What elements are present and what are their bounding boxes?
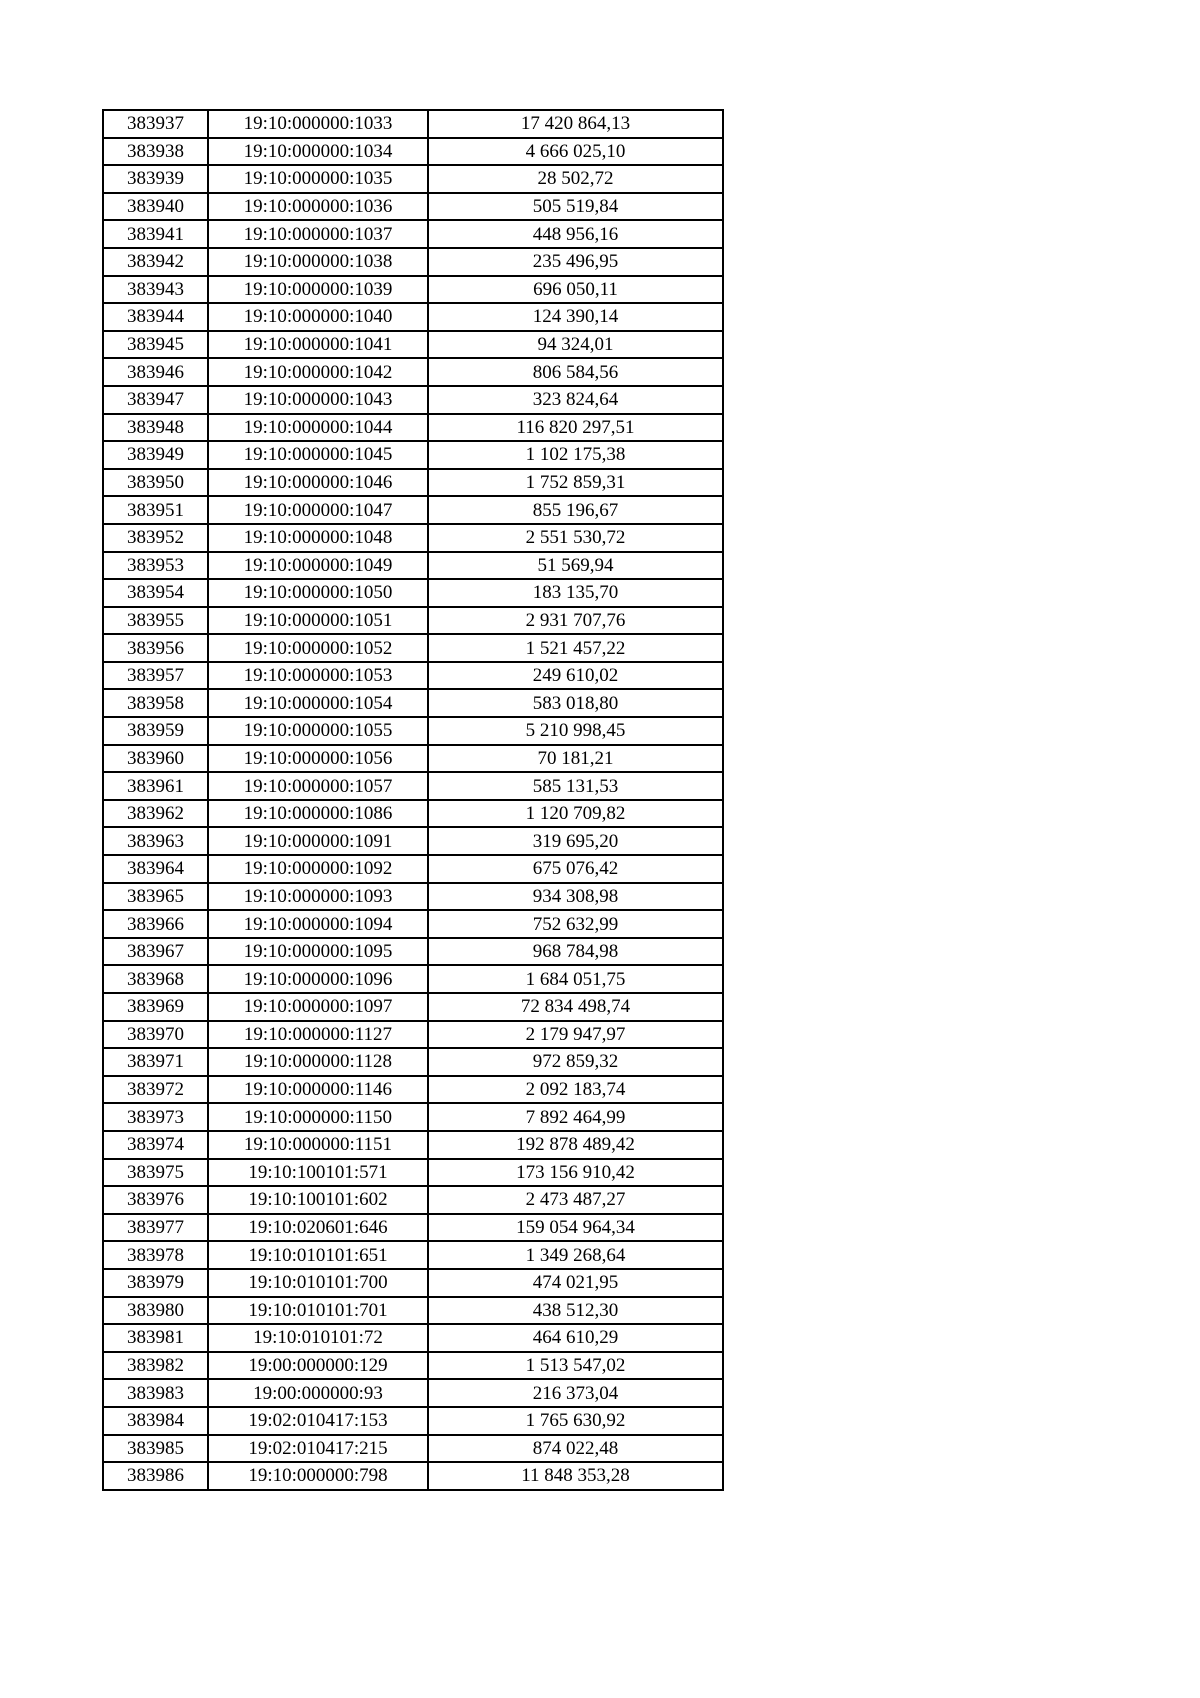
table-row xyxy=(103,276,723,304)
cadastral-number-cell: 19:10:000000:1127 xyxy=(208,1021,428,1049)
value-cell: 11 848 353,28 xyxy=(428,1462,723,1490)
row-number-cell: 383946 xyxy=(103,358,208,386)
table-row xyxy=(103,248,723,276)
row-number-cell: 383968 xyxy=(103,965,208,993)
cadastral-number-cell: 19:10:000000:1045 xyxy=(208,441,428,469)
cadastral-number-cell: 19:10:000000:1094 xyxy=(208,910,428,938)
cadastral-number-cell: 19:10:100101:602 xyxy=(208,1186,428,1214)
value-cell: 159 054 964,34 xyxy=(428,1214,723,1242)
cadastral-number-cell: 19:10:000000:1036 xyxy=(208,193,428,221)
cadastral-number-cell: 19:10:000000:1048 xyxy=(208,524,428,552)
row-number-cell: 383959 xyxy=(103,717,208,745)
cadastral-number-cell: 19:10:000000:1041 xyxy=(208,331,428,359)
row-number-cell: 383952 xyxy=(103,524,208,552)
cadastral-number-cell: 19:10:010101:651 xyxy=(208,1241,428,1269)
cadastral-number-cell: 19:02:010417:215 xyxy=(208,1435,428,1463)
row-number-cell: 383945 xyxy=(103,331,208,359)
cadastral-number-cell: 19:02:010417:153 xyxy=(208,1407,428,1435)
row-number-cell: 383937 xyxy=(103,110,208,138)
row-number-cell: 383962 xyxy=(103,800,208,828)
cadastral-number-cell: 19:10:000000:1151 xyxy=(208,1131,428,1159)
table-row xyxy=(103,193,723,221)
cadastral-number-cell: 19:10:000000:1038 xyxy=(208,248,428,276)
cadastral-number-cell: 19:10:000000:1093 xyxy=(208,883,428,911)
row-number-cell: 383963 xyxy=(103,827,208,855)
cadastral-number-cell: 19:10:000000:1040 xyxy=(208,303,428,331)
value-cell: 2 179 947,97 xyxy=(428,1021,723,1049)
table-row xyxy=(103,938,723,966)
value-cell: 235 496,95 xyxy=(428,248,723,276)
cadastral-number-cell: 19:10:000000:1091 xyxy=(208,827,428,855)
row-number-cell: 383938 xyxy=(103,138,208,166)
table-row xyxy=(103,386,723,414)
value-cell: 28 502,72 xyxy=(428,165,723,193)
value-cell: 216 373,04 xyxy=(428,1379,723,1407)
table-row xyxy=(103,220,723,248)
table-row xyxy=(103,1021,723,1049)
value-cell: 124 390,14 xyxy=(428,303,723,331)
table-row xyxy=(103,1241,723,1269)
cadastral-number-cell: 19:10:000000:1033 xyxy=(208,110,428,138)
row-number-cell: 383964 xyxy=(103,855,208,883)
value-cell: 1 349 268,64 xyxy=(428,1241,723,1269)
row-number-cell: 383939 xyxy=(103,165,208,193)
table-row xyxy=(103,579,723,607)
table-row xyxy=(103,110,723,138)
cadastral-number-cell: 19:10:000000:1034 xyxy=(208,138,428,166)
table-row xyxy=(103,883,723,911)
row-number-cell: 383967 xyxy=(103,938,208,966)
value-cell: 173 156 910,42 xyxy=(428,1159,723,1187)
table-row xyxy=(103,1103,723,1131)
value-cell: 968 784,98 xyxy=(428,938,723,966)
value-cell: 183 135,70 xyxy=(428,579,723,607)
cadastral-number-cell: 19:10:000000:1055 xyxy=(208,717,428,745)
cadastral-number-cell: 19:10:000000:1042 xyxy=(208,358,428,386)
value-cell: 5 210 998,45 xyxy=(428,717,723,745)
row-number-cell: 383972 xyxy=(103,1076,208,1104)
row-number-cell: 383961 xyxy=(103,772,208,800)
row-number-cell: 383984 xyxy=(103,1407,208,1435)
row-number-cell: 383966 xyxy=(103,910,208,938)
cadastral-number-cell: 19:00:000000:129 xyxy=(208,1352,428,1380)
cadastral-number-cell: 19:10:000000:1047 xyxy=(208,496,428,524)
value-cell: 855 196,67 xyxy=(428,496,723,524)
table-row xyxy=(103,303,723,331)
cadastral-number-cell: 19:10:000000:798 xyxy=(208,1462,428,1490)
cadastral-number-cell: 19:10:000000:1095 xyxy=(208,938,428,966)
table-row xyxy=(103,607,723,635)
row-number-cell: 383971 xyxy=(103,1048,208,1076)
table-row xyxy=(103,358,723,386)
row-number-cell: 383973 xyxy=(103,1103,208,1131)
row-number-cell: 383979 xyxy=(103,1269,208,1297)
cadastral-number-cell: 19:10:000000:1056 xyxy=(208,745,428,773)
row-number-cell: 383978 xyxy=(103,1241,208,1269)
value-cell: 752 632,99 xyxy=(428,910,723,938)
value-cell: 192 878 489,42 xyxy=(428,1131,723,1159)
row-number-cell: 383965 xyxy=(103,883,208,911)
cadastral-number-cell: 19:10:000000:1092 xyxy=(208,855,428,883)
table-row xyxy=(103,1269,723,1297)
row-number-cell: 383951 xyxy=(103,496,208,524)
table-row xyxy=(103,414,723,442)
cadastral-number-cell: 19:10:000000:1039 xyxy=(208,276,428,304)
row-number-cell: 383955 xyxy=(103,607,208,635)
row-number-cell: 383957 xyxy=(103,662,208,690)
table-row xyxy=(103,772,723,800)
row-number-cell: 383983 xyxy=(103,1379,208,1407)
cadastral-number-cell: 19:10:020601:646 xyxy=(208,1214,428,1242)
value-cell: 72 834 498,74 xyxy=(428,993,723,1021)
value-cell: 51 569,94 xyxy=(428,552,723,580)
row-number-cell: 383982 xyxy=(103,1352,208,1380)
cadastral-number-cell: 19:10:000000:1097 xyxy=(208,993,428,1021)
row-number-cell: 383956 xyxy=(103,634,208,662)
value-cell: 319 695,20 xyxy=(428,827,723,855)
value-cell: 696 050,11 xyxy=(428,276,723,304)
table-row xyxy=(103,441,723,469)
table-row xyxy=(103,1159,723,1187)
row-number-cell: 383960 xyxy=(103,745,208,773)
cadastral-number-cell: 19:10:000000:1049 xyxy=(208,552,428,580)
value-cell: 585 131,53 xyxy=(428,772,723,800)
cadastral-number-cell: 19:10:000000:1046 xyxy=(208,469,428,497)
value-cell: 1 102 175,38 xyxy=(428,441,723,469)
table-row xyxy=(103,1462,723,1490)
table-row xyxy=(103,800,723,828)
table-row xyxy=(103,331,723,359)
row-number-cell: 383954 xyxy=(103,579,208,607)
cadastral-number-cell: 19:10:000000:1150 xyxy=(208,1103,428,1131)
cadastral-number-cell: 19:10:000000:1146 xyxy=(208,1076,428,1104)
value-cell: 438 512,30 xyxy=(428,1297,723,1325)
table-row xyxy=(103,1352,723,1380)
value-cell: 464 610,29 xyxy=(428,1324,723,1352)
row-number-cell: 383949 xyxy=(103,441,208,469)
row-number-cell: 383980 xyxy=(103,1297,208,1325)
table-row xyxy=(103,552,723,580)
value-cell: 2 092 183,74 xyxy=(428,1076,723,1104)
table-row xyxy=(103,745,723,773)
table-body xyxy=(103,110,723,1490)
table-row xyxy=(103,1048,723,1076)
table-row xyxy=(103,496,723,524)
table-row xyxy=(103,1324,723,1352)
row-number-cell: 383942 xyxy=(103,248,208,276)
row-number-cell: 383981 xyxy=(103,1324,208,1352)
value-cell: 2 931 707,76 xyxy=(428,607,723,635)
cadastral-number-cell: 19:10:000000:1096 xyxy=(208,965,428,993)
table-row xyxy=(103,1214,723,1242)
row-number-cell: 383975 xyxy=(103,1159,208,1187)
row-number-cell: 383947 xyxy=(103,386,208,414)
row-number-cell: 383974 xyxy=(103,1131,208,1159)
table-row xyxy=(103,855,723,883)
value-cell: 1 513 547,02 xyxy=(428,1352,723,1380)
value-cell: 17 420 864,13 xyxy=(428,110,723,138)
row-number-cell: 383953 xyxy=(103,552,208,580)
value-cell: 505 519,84 xyxy=(428,193,723,221)
value-cell: 806 584,56 xyxy=(428,358,723,386)
table-row xyxy=(103,634,723,662)
value-cell: 1 765 630,92 xyxy=(428,1407,723,1435)
table-row xyxy=(103,1435,723,1463)
table-row xyxy=(103,1186,723,1214)
table-row xyxy=(103,1297,723,1325)
value-cell: 583 018,80 xyxy=(428,689,723,717)
table-row xyxy=(103,689,723,717)
table-row xyxy=(103,993,723,1021)
value-cell: 474 021,95 xyxy=(428,1269,723,1297)
row-number-cell: 383977 xyxy=(103,1214,208,1242)
cadastral-number-cell: 19:10:010101:700 xyxy=(208,1269,428,1297)
table-row xyxy=(103,717,723,745)
cadastral-number-cell: 19:10:000000:1044 xyxy=(208,414,428,442)
value-cell: 116 820 297,51 xyxy=(428,414,723,442)
value-cell: 448 956,16 xyxy=(428,220,723,248)
value-cell: 874 022,48 xyxy=(428,1435,723,1463)
cadastral-number-cell: 19:10:000000:1057 xyxy=(208,772,428,800)
cadastral-number-cell: 19:10:000000:1037 xyxy=(208,220,428,248)
row-number-cell: 383948 xyxy=(103,414,208,442)
cadastral-number-cell: 19:10:000000:1050 xyxy=(208,579,428,607)
row-number-cell: 383976 xyxy=(103,1186,208,1214)
cadastral-number-cell: 19:10:000000:1052 xyxy=(208,634,428,662)
table-row xyxy=(103,165,723,193)
value-cell: 4 666 025,10 xyxy=(428,138,723,166)
cadastral-number-cell: 19:10:010101:701 xyxy=(208,1297,428,1325)
value-cell: 934 308,98 xyxy=(428,883,723,911)
table-row xyxy=(103,524,723,552)
cadastral-number-cell: 19:00:000000:93 xyxy=(208,1379,428,1407)
value-cell: 2 473 487,27 xyxy=(428,1186,723,1214)
row-number-cell: 383944 xyxy=(103,303,208,331)
row-number-cell: 383969 xyxy=(103,993,208,1021)
value-cell: 1 120 709,82 xyxy=(428,800,723,828)
row-number-cell: 383985 xyxy=(103,1435,208,1463)
cadastral-number-cell: 19:10:000000:1086 xyxy=(208,800,428,828)
table-row xyxy=(103,662,723,690)
cadastral-number-cell: 19:10:000000:1054 xyxy=(208,689,428,717)
cadastral-number-cell: 19:10:000000:1051 xyxy=(208,607,428,635)
value-cell: 7 892 464,99 xyxy=(428,1103,723,1131)
table-row xyxy=(103,469,723,497)
row-number-cell: 383941 xyxy=(103,220,208,248)
cadastral-number-cell: 19:10:100101:571 xyxy=(208,1159,428,1187)
value-cell: 1 752 859,31 xyxy=(428,469,723,497)
table-row xyxy=(103,1407,723,1435)
value-cell: 1 684 051,75 xyxy=(428,965,723,993)
value-cell: 2 551 530,72 xyxy=(428,524,723,552)
cadastral-number-cell: 19:10:000000:1035 xyxy=(208,165,428,193)
table-row xyxy=(103,1076,723,1104)
data-table xyxy=(102,109,724,1491)
value-cell: 94 324,01 xyxy=(428,331,723,359)
value-cell: 1 521 457,22 xyxy=(428,634,723,662)
table-row xyxy=(103,827,723,855)
table-row xyxy=(103,910,723,938)
table-row xyxy=(103,1379,723,1407)
row-number-cell: 383986 xyxy=(103,1462,208,1490)
cadastral-number-cell: 19:10:010101:72 xyxy=(208,1324,428,1352)
cadastral-number-cell: 19:10:000000:1043 xyxy=(208,386,428,414)
value-cell: 249 610,02 xyxy=(428,662,723,690)
row-number-cell: 383958 xyxy=(103,689,208,717)
value-cell: 323 824,64 xyxy=(428,386,723,414)
row-number-cell: 383943 xyxy=(103,276,208,304)
cadastral-number-cell: 19:10:000000:1053 xyxy=(208,662,428,690)
row-number-cell: 383950 xyxy=(103,469,208,497)
row-number-cell: 383940 xyxy=(103,193,208,221)
table-row xyxy=(103,1131,723,1159)
value-cell: 70 181,21 xyxy=(428,745,723,773)
value-cell: 972 859,32 xyxy=(428,1048,723,1076)
table-row xyxy=(103,965,723,993)
cadastral-number-cell: 19:10:000000:1128 xyxy=(208,1048,428,1076)
value-cell: 675 076,42 xyxy=(428,855,723,883)
row-number-cell: 383970 xyxy=(103,1021,208,1049)
table-row xyxy=(103,138,723,166)
